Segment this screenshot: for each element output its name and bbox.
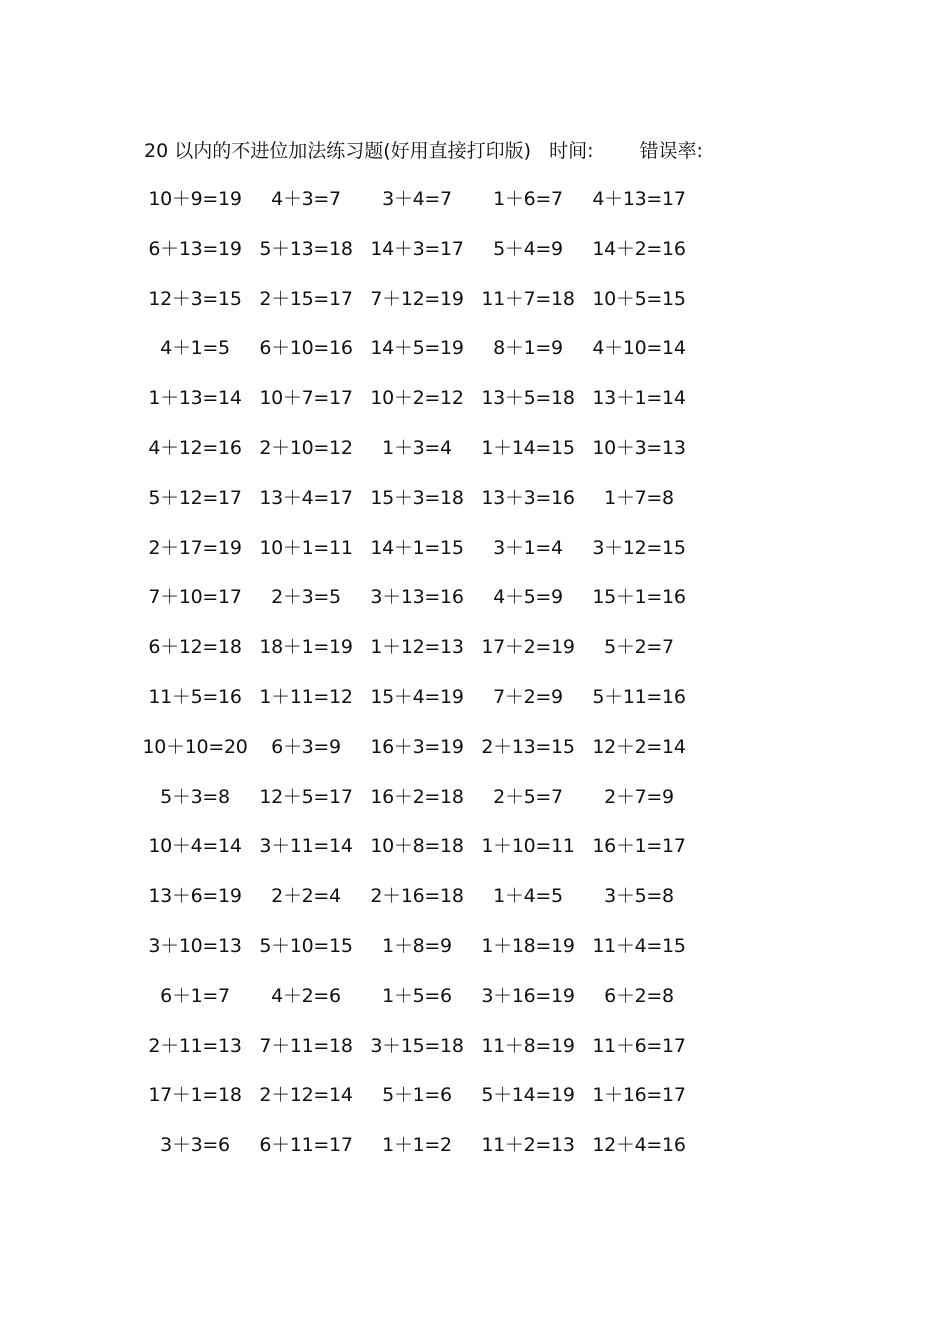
exercise-item: 11＋6=17 bbox=[592, 1034, 686, 1057]
exercise-item: 16＋3=19 bbox=[370, 735, 464, 758]
exercise-item: 10＋1=11 bbox=[259, 536, 353, 559]
exercise-item: 7＋11=18 bbox=[259, 1034, 353, 1057]
exercise-item: 2＋7=9 bbox=[604, 785, 674, 808]
exercise-row bbox=[140, 633, 710, 683]
exercise-item: 1＋6=7 bbox=[493, 188, 563, 210]
exercise-item: 3＋1=4 bbox=[493, 536, 563, 559]
exercise-item: 2＋3=5 bbox=[271, 586, 341, 609]
exercise-item: 4＋10=14 bbox=[592, 337, 686, 360]
exercise-row bbox=[140, 185, 710, 235]
exercise-row bbox=[140, 1131, 710, 1181]
exercise-item: 2＋13=15 bbox=[481, 735, 575, 758]
exercise-item: 10＋5=15 bbox=[592, 287, 686, 310]
exercise-item: 6＋12=18 bbox=[148, 636, 242, 659]
exercise-item: 14＋1=15 bbox=[370, 536, 464, 559]
exercise-item: 13＋6=19 bbox=[148, 885, 242, 908]
exercise-item: 11＋2=13 bbox=[481, 1134, 575, 1157]
exercise-item: 3＋13=16 bbox=[370, 586, 464, 609]
exercise-item: 13＋5=18 bbox=[481, 387, 575, 410]
exercise-row bbox=[140, 583, 710, 633]
exercise-item: 17＋2=19 bbox=[481, 636, 575, 659]
exercise-item: 5＋12=17 bbox=[148, 486, 242, 509]
exercise-item: 5＋4=9 bbox=[493, 237, 563, 260]
exercise-item: 13＋1=14 bbox=[592, 387, 686, 410]
exercise-row bbox=[140, 484, 710, 534]
exercise-item: 1＋10=11 bbox=[481, 835, 575, 858]
exercise-item: 5＋2=7 bbox=[604, 636, 674, 659]
exercise-row bbox=[140, 932, 710, 982]
exercise-item: 8＋1=9 bbox=[493, 337, 563, 360]
exercise-item: 11＋7=18 bbox=[481, 287, 575, 310]
exercise-row bbox=[140, 534, 710, 584]
exercise-item: 2＋16=18 bbox=[370, 885, 464, 908]
exercise-item: 12＋2=14 bbox=[592, 735, 686, 758]
exercise-item: 1＋8=9 bbox=[382, 934, 452, 957]
exercise-row bbox=[140, 832, 710, 882]
exercise-item: 4＋5=9 bbox=[493, 586, 563, 609]
exercise-item: 17＋1=18 bbox=[148, 1084, 242, 1107]
exercise-item: 3＋15=18 bbox=[370, 1034, 464, 1057]
exercise-item: 14＋2=16 bbox=[592, 237, 686, 260]
exercise-item: 2＋11=13 bbox=[148, 1034, 242, 1057]
exercise-row bbox=[140, 285, 710, 335]
exercise-item: 5＋11=16 bbox=[592, 685, 686, 708]
exercise-item: 6＋13=19 bbox=[148, 237, 242, 260]
exercise-row bbox=[140, 982, 710, 1032]
exercise-row bbox=[140, 434, 710, 484]
exercise-item: 6＋1=7 bbox=[160, 984, 230, 1007]
exercise-item: 3＋10=13 bbox=[148, 934, 242, 957]
exercise-item: 2＋17=19 bbox=[148, 536, 242, 559]
exercise-item: 11＋8=19 bbox=[481, 1034, 575, 1057]
exercise-item: 15＋4=19 bbox=[370, 685, 464, 708]
exercise-row bbox=[140, 1081, 710, 1131]
exercise-item: 12＋4=16 bbox=[592, 1134, 686, 1157]
exercise-item: 2＋12=14 bbox=[259, 1084, 353, 1107]
exercise-item: 4＋1=5 bbox=[160, 337, 230, 360]
exercise-item: 5＋13=18 bbox=[259, 237, 353, 260]
exercise-item: 7＋2=9 bbox=[493, 685, 563, 708]
exercise-item: 3＋11=14 bbox=[259, 835, 353, 858]
exercise-item: 4＋13=17 bbox=[592, 188, 686, 210]
exercise-item: 10＋7=17 bbox=[259, 387, 353, 410]
exercise-item: 12＋5=17 bbox=[259, 785, 353, 808]
exercise-item: 7＋12=19 bbox=[370, 287, 464, 310]
exercise-item: 10＋9=19 bbox=[148, 188, 242, 210]
exercise-item: 6＋3=9 bbox=[271, 735, 341, 758]
exercise-item: 6＋11=17 bbox=[259, 1134, 353, 1157]
exercise-item: 1＋5=6 bbox=[382, 984, 452, 1007]
exercise-item: 18＋1=19 bbox=[259, 636, 353, 659]
exercise-item: 4＋2=6 bbox=[271, 984, 341, 1007]
exercise-item: 3＋16=19 bbox=[481, 984, 575, 1007]
exercise-item: 10＋3=13 bbox=[592, 436, 686, 459]
exercise-item: 13＋4=17 bbox=[259, 486, 353, 509]
exercise-item: 4＋3=7 bbox=[271, 188, 341, 210]
time-label: 时间: bbox=[549, 140, 594, 162]
exercise-row bbox=[140, 783, 710, 833]
exercise-item: 5＋3=8 bbox=[160, 785, 230, 808]
exercise-item: 3＋5=8 bbox=[604, 885, 674, 908]
exercise-item: 14＋3=17 bbox=[370, 237, 464, 260]
exercise-item: 10＋4=14 bbox=[148, 835, 242, 858]
exercise-row bbox=[140, 733, 710, 783]
exercise-item: 6＋2=8 bbox=[604, 984, 674, 1007]
exercise-item: 3＋4=7 bbox=[382, 188, 452, 210]
exercise-item: 1＋16=17 bbox=[592, 1084, 686, 1107]
worksheet-title: 20 以内的不进位加法练习题(好用直接打印版) bbox=[144, 140, 532, 162]
error-rate-label: 错误率: bbox=[639, 140, 703, 162]
exercise-grid bbox=[140, 185, 710, 1181]
exercise-item: 10＋8=18 bbox=[370, 835, 464, 858]
exercise-item: 1＋11=12 bbox=[259, 685, 353, 708]
exercise-item: 15＋1=16 bbox=[592, 586, 686, 609]
exercise-item: 1＋1=2 bbox=[382, 1134, 452, 1157]
exercise-item: 2＋15=17 bbox=[259, 287, 353, 310]
exercise-item: 3＋3=6 bbox=[160, 1134, 230, 1157]
exercise-item: 1＋4=5 bbox=[493, 885, 563, 908]
exercise-item: 4＋12=16 bbox=[148, 436, 242, 459]
worksheet-header bbox=[144, 138, 703, 164]
exercise-item: 2＋10=12 bbox=[259, 436, 353, 459]
exercise-item: 16＋2=18 bbox=[370, 785, 464, 808]
exercise-item: 6＋10=16 bbox=[259, 337, 353, 360]
exercise-item: 3＋12=15 bbox=[592, 536, 686, 559]
exercise-item: 10＋2=12 bbox=[370, 387, 464, 410]
exercise-item: 13＋3=16 bbox=[481, 486, 575, 509]
exercise-item: 16＋1=17 bbox=[592, 835, 686, 858]
exercise-row bbox=[140, 683, 710, 733]
exercise-item: 2＋2=4 bbox=[271, 885, 341, 908]
exercise-item: 7＋10=17 bbox=[148, 586, 242, 609]
exercise-item: 1＋7=8 bbox=[604, 486, 674, 509]
exercise-item: 12＋3=15 bbox=[148, 287, 242, 310]
exercise-item: 15＋3=18 bbox=[370, 486, 464, 509]
exercise-row bbox=[140, 384, 710, 434]
exercise-row bbox=[140, 334, 710, 384]
exercise-item: 1＋13=14 bbox=[148, 387, 242, 410]
exercise-item: 2＋5=7 bbox=[493, 785, 563, 808]
exercise-item: 11＋4=15 bbox=[592, 934, 686, 957]
exercise-item: 1＋14=15 bbox=[481, 436, 575, 459]
exercise-item: 1＋18=19 bbox=[481, 934, 575, 957]
exercise-item: 5＋14=19 bbox=[481, 1084, 575, 1107]
exercise-item: 5＋10=15 bbox=[259, 934, 353, 957]
exercise-item: 14＋5=19 bbox=[370, 337, 464, 360]
exercise-item: 10＋10=20 bbox=[142, 735, 248, 758]
exercise-row bbox=[140, 1032, 710, 1082]
exercise-item: 5＋1=6 bbox=[382, 1084, 452, 1107]
exercise-row bbox=[140, 235, 710, 285]
exercise-item: 11＋5=16 bbox=[148, 685, 242, 708]
exercise-item: 1＋3=4 bbox=[382, 436, 452, 459]
exercise-row bbox=[140, 882, 710, 932]
exercise-item: 1＋12=13 bbox=[370, 636, 464, 659]
